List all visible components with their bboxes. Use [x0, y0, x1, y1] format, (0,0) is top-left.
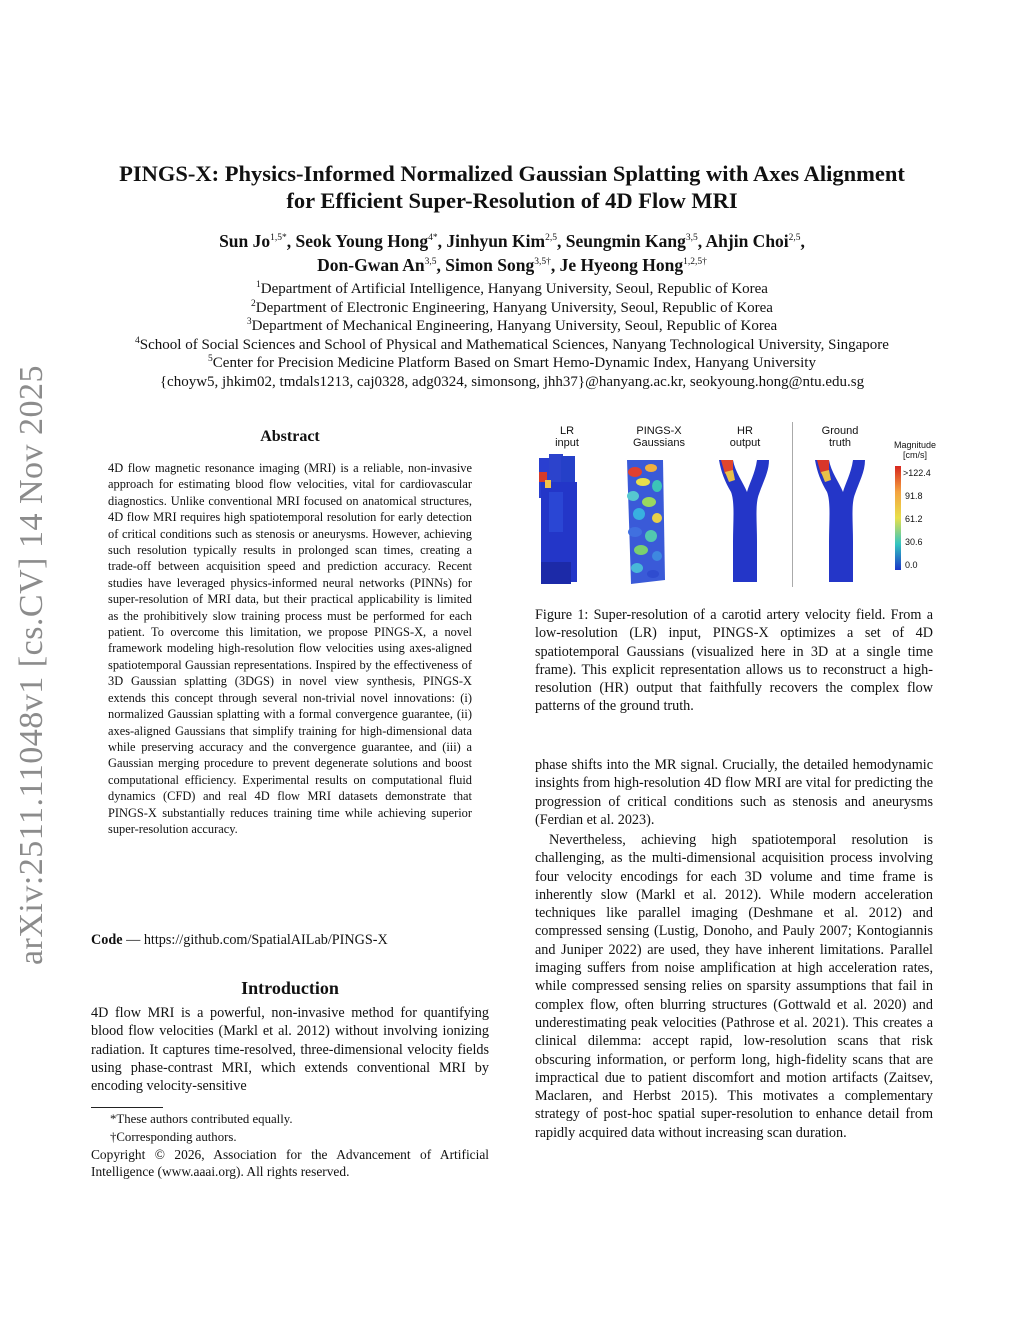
legend-tick: 91.8 — [905, 491, 923, 501]
author-list: Sun $Jo^{1,5*}$, Seok Young Hong$^{4*}$, Jinhyun Kim$^{2,5}$, Seungmin Kang$^{3,5}$, Ahjin Choi$^{2,5}$, Don-Gwan An$^{3,5}$, Simon Song$^{3,5\dagger}$, Je Hyeong Hong$^{1,2,5\dagger}$ — [219, 231, 805, 275]
arxiv-sidebar — [12, 364, 52, 966]
author-name: Jinhyun Kim — [446, 231, 546, 251]
author-sup: 1,5* — [270, 233, 287, 244]
author-name: Seungmin Kang — [565, 231, 686, 251]
hr-artery — [719, 460, 769, 582]
gt-artery — [815, 460, 865, 582]
code-link[interactable]: https://github.com/SpatialAILab/PINGS-X — [143, 932, 388, 948]
author-name: Seok Young Hong — [295, 231, 429, 251]
author-name: Simon Song — [445, 255, 535, 275]
figure-caption: Figure 1: Super-resolution of a carotid artery velocity field. From a low-resolution (LR) input, PINGS-X optimizes a set of 4D spatiotemporal Gaussians (visualized here in 3D at a single time frame). This explicit representation allows us to reconstruct a high-resolution (HR) output that faithfully recovers the complex flow patterns of the ground truth. — [535, 607, 933, 715]
title-line-1: PINGS-X: Physics-Informed Normalized Gaussian Splatting with Axes Alignment — [119, 161, 905, 186]
author-name: Don-Gwan An — [317, 255, 425, 275]
panel-label-gt: Ground truth — [821, 425, 859, 449]
panel-label-lr: LR input — [555, 425, 579, 449]
affiliation-line: $^4$School of Social Sciences and School of Physical and Mathematical Sciences, Nanyang Technological University, Singapore — [135, 335, 889, 353]
author-name: Je Hyeong Hong — [559, 255, 684, 275]
footnote-equal: *These authors contributed equally. — [110, 1112, 293, 1126]
code-label: Code — [91, 932, 123, 948]
panel-label-hr: HR output — [729, 425, 761, 449]
author-sup: 2,5 — [545, 233, 557, 244]
author-sup: 2,5 — [788, 233, 801, 244]
affiliation-line: $^1$Department of Artificial Intelligence, Hanyang University, Seoul, Republic of Korea — [256, 280, 768, 297]
author-name: Sun Jo — [219, 231, 271, 251]
legend-tick: 30.6 — [905, 537, 923, 547]
copyright-notice: Copyright © 2026, Association for the Advancement of Artificial Intelligence (www.aaai.org). All rights reserved. — [91, 1147, 489, 1179]
abstract-heading: Abstract — [260, 428, 320, 445]
right-paragraph-1: phase shifts into the MR signal. Crucially, the detailed hemodynamic insights from high-resolution 4D flow MRI are vital for predicting the progression of critical conditions such as stenosis and aneurysms (Ferdian et al. 2023). — [535, 757, 933, 828]
legend-tick: 61.2 — [905, 514, 923, 524]
footnote-corresponding: †Corresponding authors. — [110, 1130, 237, 1144]
carotid-renderings — [535, 452, 895, 592]
figure-1 — [535, 422, 955, 592]
email-list: {choyw5, jhkim02, tmdals1213, caj0328, adg0324, simonsong, jhh37}@hanyang.ac.kr, seokyoung.hong@ntu.edu.sg — [159, 373, 865, 390]
affiliation-line: $^3$Department of Mechanical Engineering, Hanyang University, Seoul, Republic of Korea — [246, 317, 778, 334]
paper-title — [60, 160, 964, 214]
author-sup: 3,5 — [424, 257, 437, 268]
abstract-text: 4D flow magnetic resonance imaging (MRI) is a reliable, non-invasive approach for estimating blood flow velocities, vital for cardiovascular diagnostics. Unlike conventional MRI focused on anatomical structures, 4D flow MRI requires high spatiotemporal resolution for early detection of critical conditions such as stenosis or aneurysms. However, achieving such resolution typically results in prolonged scan times, creating a trade-off between acquisition speed and prediction accuracy. Recent studies have leveraged physics-informed neural networks (PINNs) for super-resolution of MRI data, but their practical applicability is limited as the prohibitively slow training process must be performed for each patient. To overcome this limitation, we propose PINGS-X, a novel framework modeling high-resolution flow velocities using axes-aligned spatiotemporal Gaussian representations. Inspired by the effectiveness of 3D Gaussian splatting (3DGS) in novel view synthesis, PINGS-X extends this concept through several non-trivial novel innovations: (i) normalized Gaussian splatting with a formal convergence guarantee, (ii) axes-aligned Gaussians that simplify training for high-dimensional data while preserving accuracy and the convergence guarantee, and (iii) a Gaussian merging procedure to prevent degenerate solutions and boost computational efficiency. Experimental results on computational fluid dynamics (CFD) and real 4D flow MRI datasets demonstrate that PINGS-X substantially reduces training time while achieving superior super-resolution accuracy. — [108, 461, 472, 836]
author-sup: 1,2,5† — [683, 257, 707, 268]
code-line: Code — https://github.com/SpatialAILab/PINGS-X — [91, 932, 388, 948]
affiliation-line: $^2$Department of Electronic Engineering, Hanyang University, Seoul, Republic of Korea — [251, 298, 773, 316]
legend-tick: 0.0 — [905, 560, 918, 570]
affiliation-line: $^5$Center for Precision Medicine Platform Based on Smart Hemo-Dynamic Index, Hanyang University — [208, 354, 816, 371]
author-sup: 3,5 — [685, 233, 698, 244]
right-paragraph-2: Nevertheless, achieving high spatiotemporal resolution is challenging, as the multi-dimensional acquisition process involving four velocity encodings for each 3D volume and time frame is inherently slow (Markl et al. 2012). While modern acceleration techniques like parallel imaging (Deshmane et al. 2012) and compressed sensing (Lustig, Donoho, and Pauly 2007; Kontogiannis and Juniper 2022) are used, they have inherent limitations. Parallel imaging suffers from noise amplification at high acceleration rates, while compressed sensing relies on sparsity assumptions that fail in complex flow, often blurring structures (Gottwald et al. 2020) and underestimating peak velocities (Pathrose et al. 2021). This creates a clinical dilemma: accept rapid, low-resolution scans that risk obscuring information, or perform long, high-fidelity scans that are impractical due to patient discomfort and motion artifacts (Zaitsev, Maclaren, and Herbst 2015). This motivates a complementary strategy of post-hoc spatial super-resolution to enhance detail from rapidly acquired data without increasing scan duration. — [535, 832, 933, 1141]
footnote-rule — [91, 1107, 163, 1108]
author-sup: 3,5† — [534, 257, 551, 268]
author-name: Ahjin Choi — [705, 231, 789, 251]
legend-tick: >122.4 — [903, 468, 931, 478]
panel-label-gaussians: PINGS-X Gaussians — [633, 425, 685, 449]
legend-title: Magnitude [cm/s] — [893, 440, 937, 460]
affiliations — [40, 280, 984, 391]
author-sup: 4* — [428, 233, 438, 244]
colorbar — [895, 466, 901, 570]
intro-paragraph: 4D flow MRI is a powerful, non-invasive method for quantifying blood flow velocities (Markl et al. 2012) without involving ionizing radiation. It captures time-resolved, three-dimensional velocity fields using phase-contrast MRI, which extends conventional MRI by encoding velocity-sensitive — [91, 1005, 489, 1095]
arxiv-identifier: arXiv:2511.11048v1 [cs.CV] 14 Nov 2025 — [13, 364, 50, 966]
intro-heading: Introduction — [241, 978, 339, 998]
lr-artery — [539, 454, 577, 584]
gaussian-artery — [627, 460, 665, 584]
title-line-2: for Efficient Super-Resolution of 4D Flow MRI — [286, 188, 738, 213]
